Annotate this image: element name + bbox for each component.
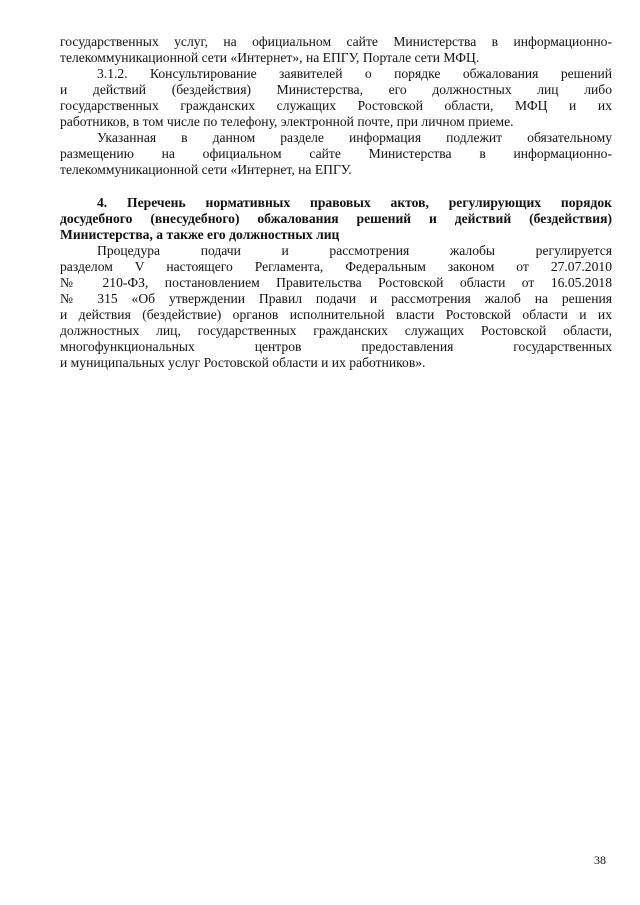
text-line: телекоммуникационной сети «Интернет», на ЕПГУ, Портале сети МФЦ. — [60, 50, 480, 65]
text-line: государственных услуг, на официальном сайте Министерства в информационно- — [60, 34, 612, 49]
text-line: телекоммуникационной сети «Интернет, на ЕПГУ. — [60, 162, 352, 177]
paragraph-3-1-2 — [60, 66, 612, 130]
text-line: должностных лиц, государственных гражданских служащих Ростовской области, — [60, 323, 612, 338]
heading-line: 4. Перечень нормативных правовых актов, регулирующих порядок — [97, 195, 612, 210]
text-line: Указанная в данном разделе информация подлежит обязательному — [97, 130, 612, 145]
text-line: размещению на официальном сайте Министерства в информационно- — [60, 146, 612, 161]
text-line: и действия (бездействие) органов исполнительной власти Ростовской области и их — [60, 307, 612, 322]
text-line: и действий (бездействия) Министерства, его должностных лиц либо — [60, 82, 612, 97]
text-line: и муниципальных услуг Ростовской области и их работников». — [60, 355, 426, 370]
page-number: 38 — [594, 853, 606, 867]
paragraph-intro — [60, 34, 612, 66]
paragraph-info-placement — [60, 130, 612, 178]
heading-line: Министерства, а также его должностных лиц — [60, 227, 340, 242]
section-heading — [60, 195, 612, 243]
text-line: № 210-ФЗ, постановлением Правительства Ростовской области от 16.05.2018 — [60, 275, 612, 290]
text-line: № 315 «Об утверждении Правил подачи и рассмотрения жалоб на решения — [60, 291, 612, 306]
paragraph-procedure — [60, 243, 612, 371]
text-line: разделом V настоящего Регламента, Федеральным законом от 27.07.2010 — [60, 259, 612, 274]
text-line: 3.1.2. Консультирование заявителей о порядке обжалования решений — [97, 66, 612, 81]
text-line: работников, в том числе по телефону, электронной почте, при личном приеме. — [60, 114, 514, 129]
heading-line: досудебного (внесудебного) обжалования решений и действий (бездействия) — [60, 211, 612, 226]
text-line: государственных гражданских служащих Ростовской области, МФЦ и их — [60, 98, 612, 113]
text-line: многофункциональных центров предоставления государственных — [60, 339, 612, 354]
spacer — [60, 178, 612, 195]
document-body — [60, 34, 612, 371]
text-line: Процедура подачи и рассмотрения жалобы регулируется — [97, 243, 612, 258]
